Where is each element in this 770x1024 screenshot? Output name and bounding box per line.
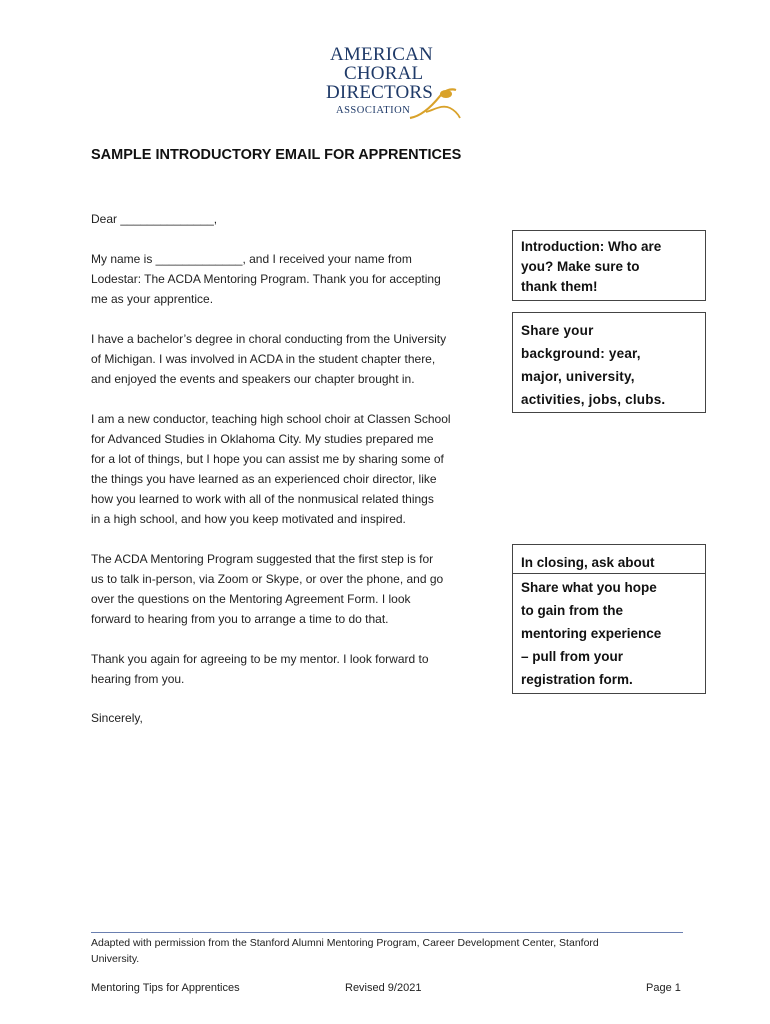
logo-line-choral: CHORAL: [344, 63, 424, 84]
logo-line-american: AMERICAN: [330, 44, 433, 65]
callout-closing-header: In closing, ask about: [513, 545, 705, 574]
callout-line: registration form.: [521, 672, 633, 687]
callout-line: Introduction: Who are: [521, 239, 662, 254]
paragraph-line: The ACDA Mentoring Program suggested that the first step is for: [91, 552, 434, 566]
page-title: SAMPLE INTRODUCTORY EMAIL FOR APPRENTICES: [91, 147, 462, 163]
footer-document-title: Mentoring Tips for Apprentices: [91, 982, 240, 994]
footnote-divider: [91, 932, 683, 933]
paragraph-line: hearing from you.: [91, 672, 185, 686]
callout-background: [512, 312, 706, 413]
paragraph-current-role: [91, 409, 451, 529]
logo-line-directors: DIRECTORS: [326, 82, 434, 103]
callout-line: to gain from the: [521, 603, 623, 618]
callout-introduction: [512, 230, 706, 301]
callout-closing-body: [521, 574, 697, 691]
paragraph-line: over the questions on the Mentoring Agreement Form. I look: [91, 592, 411, 606]
callout-line: – pull from your: [521, 649, 624, 664]
paragraph-line: Thank you again for agreeing to be my mentor. I look forward to: [91, 652, 429, 666]
paragraph-line: us to talk in-person, via Zoom or Skype, or over the phone, and go: [91, 572, 444, 586]
letter-closing: Sincerely,: [91, 711, 143, 725]
callout-line: Share your: [521, 323, 594, 338]
paragraph-line: me as your apprentice.: [91, 292, 214, 306]
callout-line: activities, jobs, clubs.: [521, 392, 666, 407]
callout-line: major, university,: [521, 369, 635, 384]
callout-line: you? Make sure to: [521, 259, 640, 274]
paragraph-line: how you learned to work with all of the nonmusical related things: [91, 492, 434, 506]
paragraph-line: forward to hearing from you to arrange a time to do that.: [91, 612, 389, 626]
paragraph-line: the things you have learned as an experienced choir director, like: [91, 472, 437, 486]
footer-revision: Revised 9/2021: [345, 982, 422, 994]
paragraph-thanks: [91, 649, 429, 689]
acda-logo: [322, 44, 462, 124]
paragraph-line: for a lot of things, but I hope you can assist me by sharing some of: [91, 452, 444, 466]
paragraph-line: Lodestar: The ACDA Mentoring Program. Thank you for accepting: [91, 272, 441, 286]
paragraph-introduction: [91, 249, 441, 309]
footer-page-number: Page 1: [646, 982, 681, 994]
footnote-line: University.: [91, 953, 140, 965]
footnote: [91, 935, 599, 967]
callout-closing: [512, 544, 706, 694]
paragraph-line: of Michigan. I was involved in ACDA in the student chapter there,: [91, 352, 436, 366]
logo-flourish-icon: [406, 82, 462, 122]
paragraph-background: [91, 329, 446, 389]
paragraph-line: My name is _____________, and I received your name from: [91, 252, 412, 266]
paragraph-next-steps: [91, 549, 443, 629]
paragraph-line: I am a new conductor, teaching high school choir at Classen School: [91, 412, 451, 426]
paragraph-line: in a high school, and how you keep motivated and inspired.: [91, 512, 406, 526]
callout-line: background: year,: [521, 346, 641, 361]
callout-line: mentoring experience: [521, 626, 662, 641]
callout-line: thank them!: [521, 279, 598, 294]
paragraph-line: and enjoyed the events and speakers our chapter brought in.: [91, 372, 415, 386]
footnote-line: Adapted with permission from the Stanford Alumni Mentoring Program, Career Development Center, Stanford: [91, 937, 599, 949]
paragraph-line: for Advanced Studies in Oklahoma City. My studies prepared me: [91, 432, 434, 446]
letter-greeting: Dear ______________,: [91, 212, 218, 226]
callout-line: Share what you hope: [521, 580, 657, 595]
logo-line-association: ASSOCIATION: [336, 105, 411, 116]
paragraph-line: I have a bachelor’s degree in choral conducting from the University: [91, 332, 447, 346]
